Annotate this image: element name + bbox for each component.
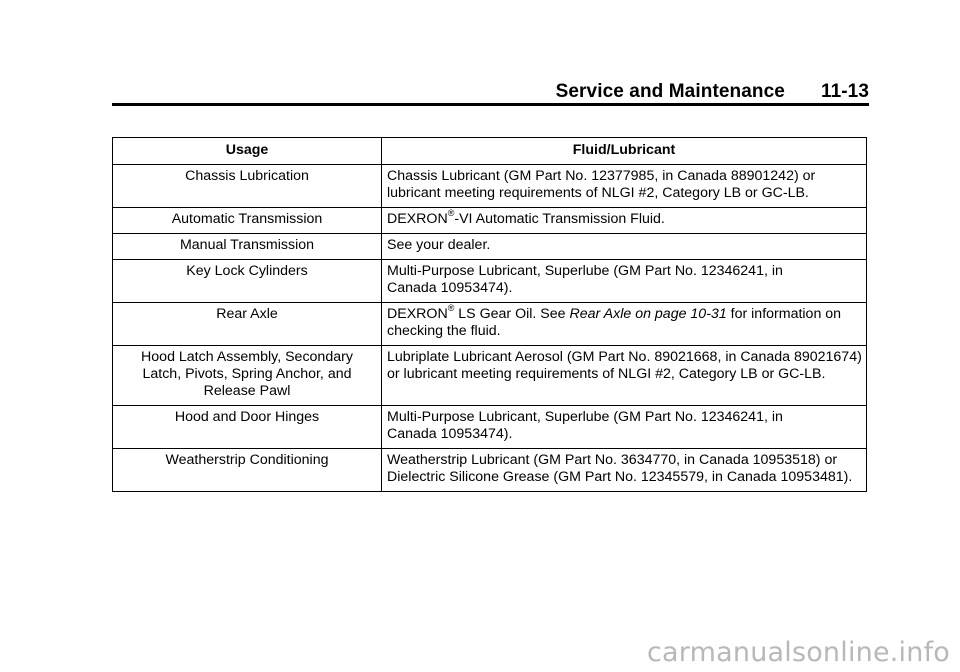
fluid-cell	[382, 260, 867, 303]
fluid-text: lubricant meeting requirements of NLGI #2, Category LB or GC-LB.	[387, 185, 809, 201]
fluid-text: Chassis Lubricant (GM Part No. 12377985, in Canada 88901242) or	[387, 168, 816, 184]
fluid-desc: LS Gear Oil. See	[454, 306, 570, 322]
fluid-text: Lubriplate Lubricant Aerosol (GM Part No. 89021668, in Canada 89021674)	[387, 349, 862, 365]
usage-text: Hood Latch Assembly, Secondary	[141, 349, 353, 365]
fluid-text: Canada 10953474).	[387, 280, 513, 296]
fluid-text: Weatherstrip Lubricant (GM Part No. 3634770, in Canada 10953518) or	[387, 452, 838, 468]
fluid-desc: -VI Automatic Transmission Fluid.	[454, 211, 665, 227]
registered-mark: ®	[447, 208, 455, 218]
table-row	[113, 303, 867, 346]
fluid-text	[387, 208, 862, 228]
table-header-row	[113, 138, 867, 165]
usage-text: Rear Axle	[216, 306, 278, 322]
fluid-cell	[382, 234, 867, 260]
fluid-text: Dielectric Silicone Grease (GM Part No. 12345579, in Canada 10953481).	[387, 469, 853, 485]
column-header-fluid: Fluid/Lubricant	[382, 138, 867, 165]
table-row	[113, 449, 867, 492]
table-row	[113, 406, 867, 449]
usage-text: Key Lock Cylinders	[186, 263, 308, 279]
usage-text: Latch, Pivots, Spring Anchor, and	[142, 366, 352, 382]
fluid-text: See your dealer.	[387, 237, 491, 253]
fluid-cell	[382, 165, 867, 208]
fluid-text: Multi-Purpose Lubricant, Superlube (GM Part No. 12346241, in	[387, 409, 783, 425]
page-reference: Rear Axle on page 10-31	[569, 306, 727, 322]
table-row	[113, 208, 867, 234]
usage-cell	[113, 234, 382, 260]
registered-mark: ®	[447, 303, 455, 313]
fluid-text: or lubricant meeting requirements of NLGI #2, Category LB or GC-LB.	[387, 366, 826, 382]
fluid-text: Canada 10953474).	[387, 426, 513, 442]
fluid-cell	[382, 303, 867, 346]
fluid-cell	[382, 406, 867, 449]
fluid-cell	[382, 449, 867, 492]
usage-cell	[113, 406, 382, 449]
watermark: carmanualsonline.info	[647, 637, 950, 668]
section-title: Service and Maintenance	[555, 81, 785, 102]
usage-text: Chassis Lubrication	[185, 168, 309, 184]
page-header	[112, 78, 869, 106]
usage-cell	[113, 208, 382, 234]
header-text	[556, 81, 869, 103]
usage-cell	[113, 165, 382, 208]
fluid-cell	[382, 208, 867, 234]
page-number: 11-13	[820, 81, 869, 102]
usage-cell	[113, 260, 382, 303]
usage-text: Hood and Door Hinges	[174, 409, 320, 425]
header-rule	[112, 103, 869, 106]
fluid-text: checking the fluid.	[387, 323, 501, 339]
usage-cell	[113, 303, 382, 346]
table-row	[113, 260, 867, 303]
usage-text: Weatherstrip Conditioning	[165, 452, 329, 468]
table-row	[113, 346, 867, 406]
table-row	[113, 165, 867, 208]
fluid-desc-tail: for information on	[726, 306, 842, 322]
usage-text: Automatic Transmission	[171, 211, 323, 227]
usage-cell	[113, 346, 382, 406]
fluid-lubricant-table	[112, 137, 867, 492]
fluid-brand: DEXRON	[387, 306, 448, 322]
fluid-text: Multi-Purpose Lubricant, Superlube (GM Part No. 12346241, in	[387, 263, 783, 279]
fluid-brand: DEXRON	[387, 211, 448, 227]
column-header-usage: Usage	[113, 138, 382, 165]
usage-cell	[113, 449, 382, 492]
table-row	[113, 234, 867, 260]
fluid-cell	[382, 346, 867, 406]
fluid-text	[387, 303, 862, 323]
usage-text: Release Pawl	[203, 383, 291, 399]
usage-text: Manual Transmission	[179, 237, 315, 253]
